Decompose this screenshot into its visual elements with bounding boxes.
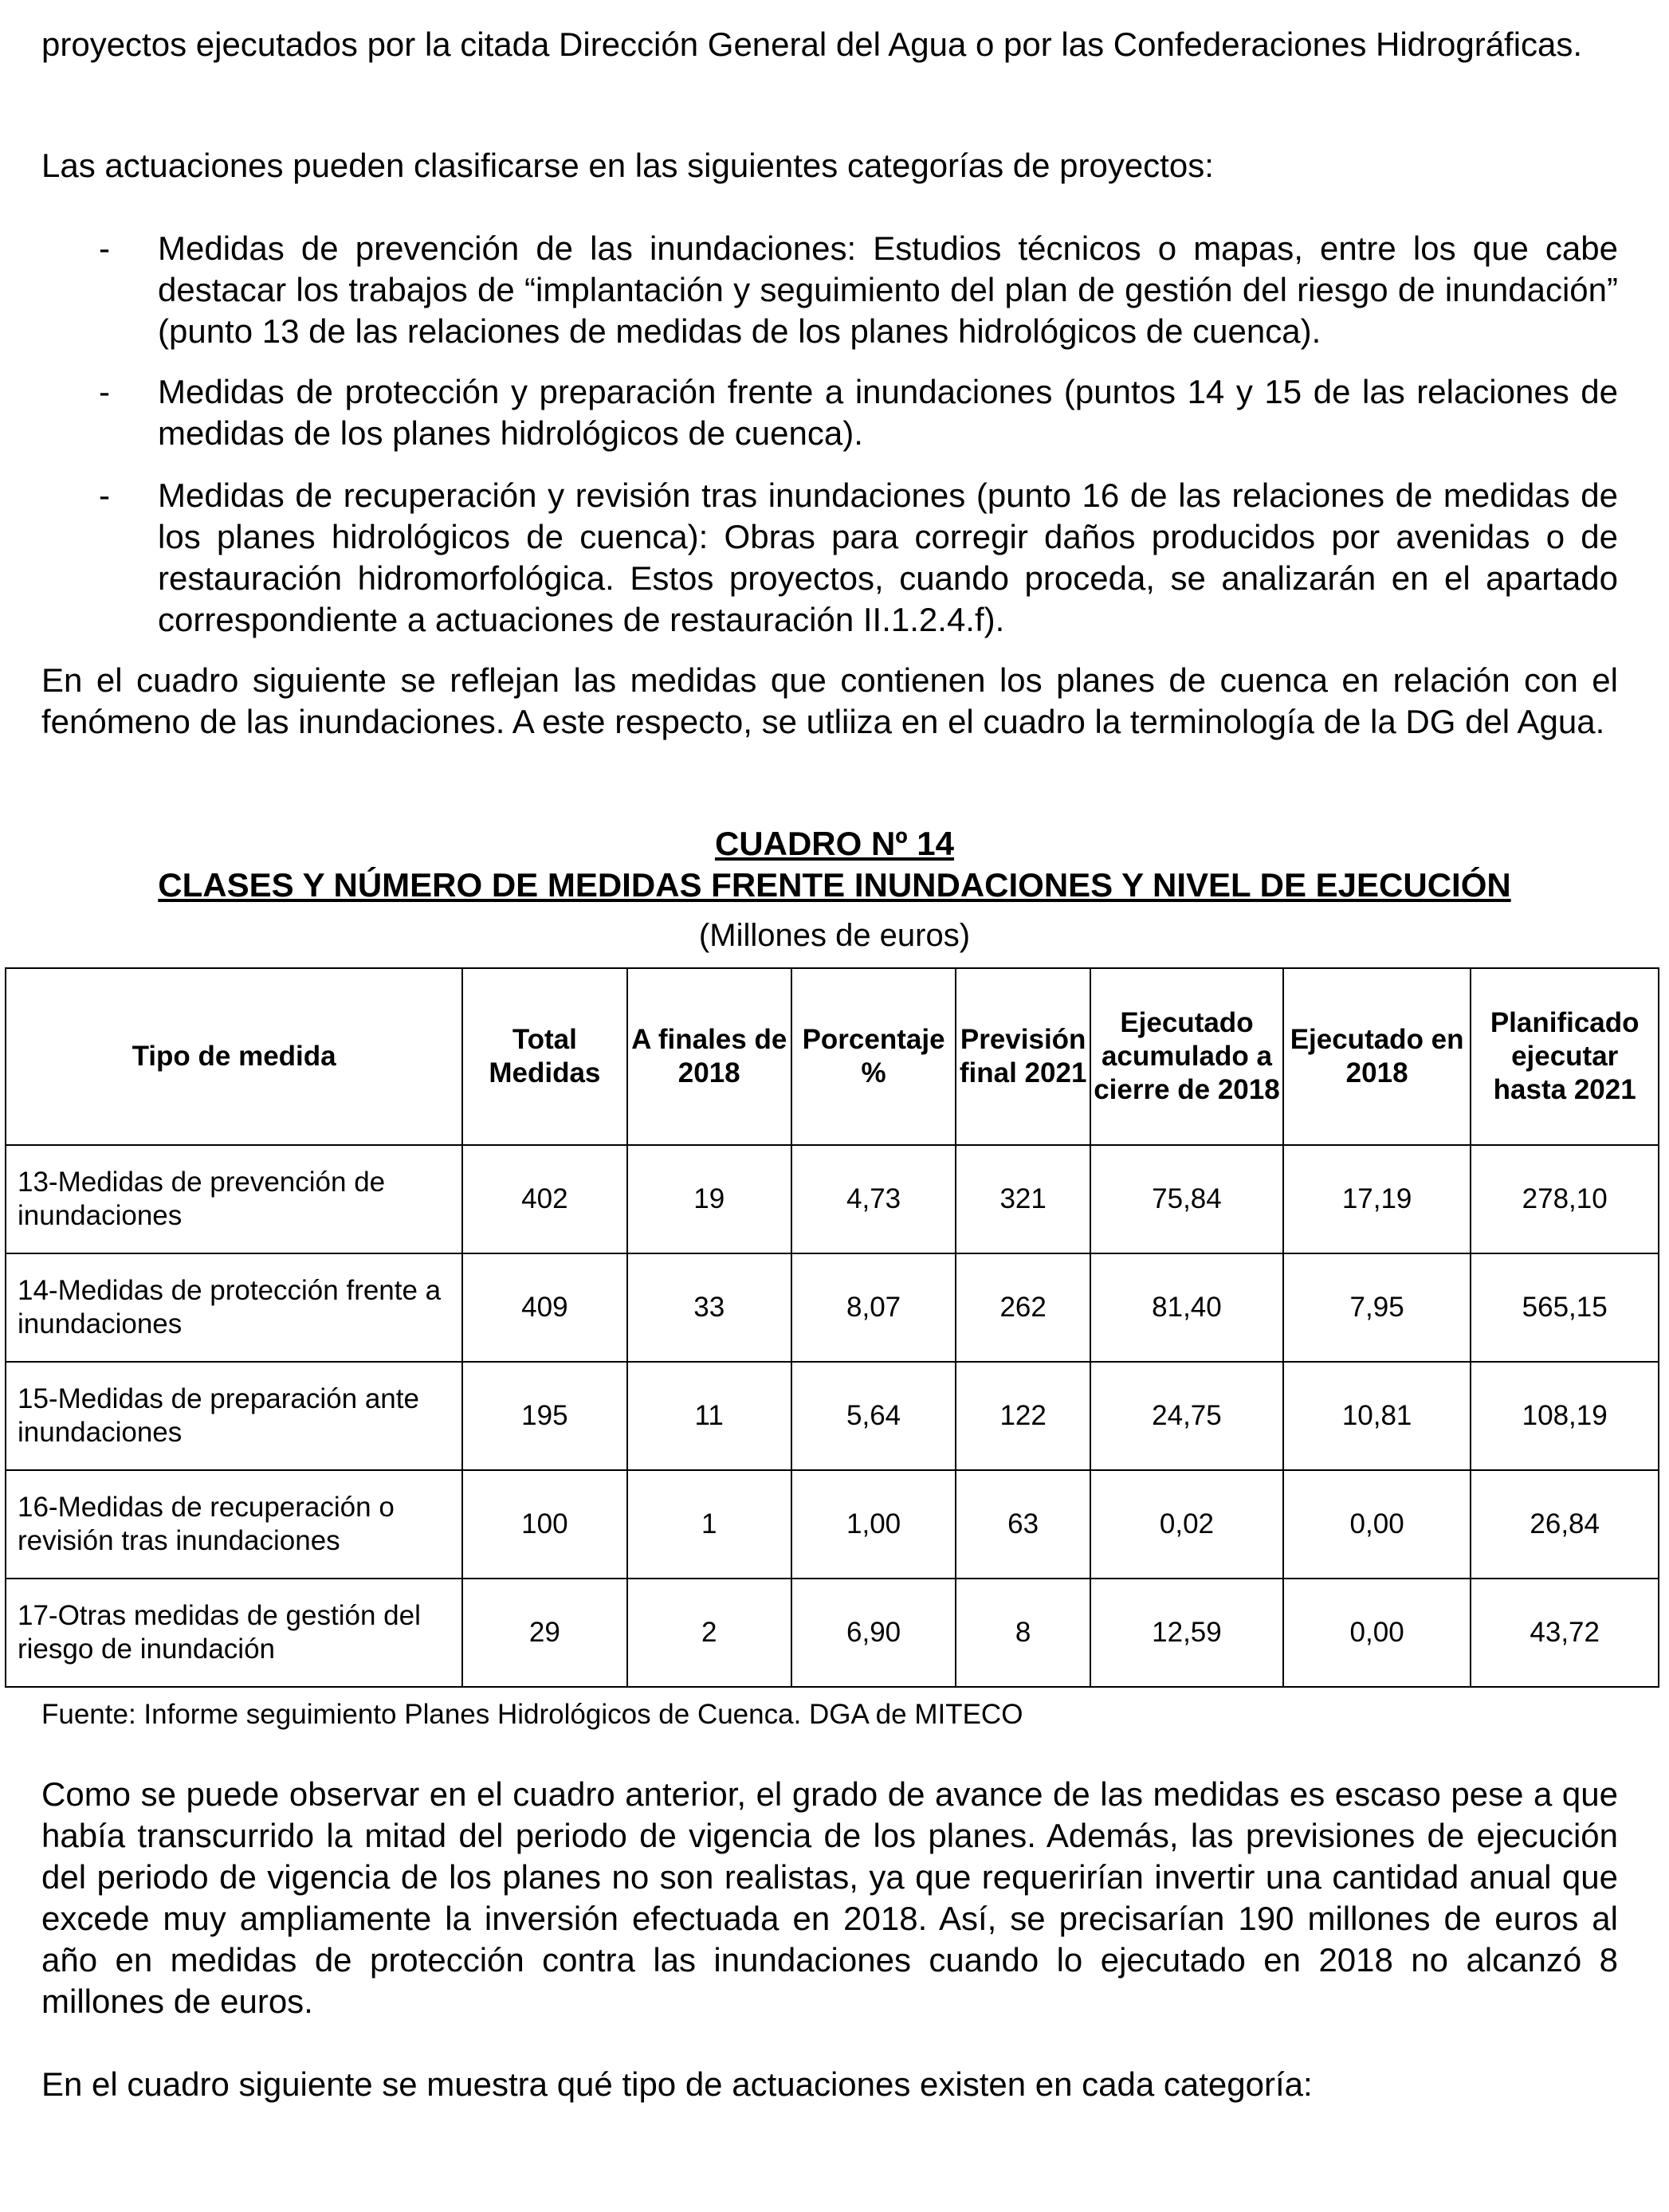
cell-total: 195 bbox=[462, 1362, 626, 1470]
cell-ejecutado-2018: 17,19 bbox=[1283, 1145, 1471, 1253]
cell-acumulado: 0,02 bbox=[1090, 1470, 1283, 1579]
paragraph-analysis: Como se puede observar en el cuadro anterior, el grado de avance de las medidas es escaso pese a que había transcurrido la mitad del periodo de vigencia de los planes. Además, las previsiones de ejecución del periodo de vigencia de los planes no son realistas, ya que requerirían invertir una cantidad anual que excede muy ampliamente la inversión efectuada en 2018. Así, se precisarían 190 millones de euros al año en medidas de protección contra las inundaciones cuando lo ejecutado en 2018 no alcanzó 8 millones de euros. bbox=[41, 1775, 1618, 2020]
bullet-item-prevention bbox=[41, 228, 1618, 352]
cuadro-unit: (Millones de euros) bbox=[698, 918, 971, 953]
cell-total: 100 bbox=[462, 1470, 626, 1579]
bullet-dash: - bbox=[99, 373, 110, 410]
bullet-dash: - bbox=[99, 229, 110, 267]
intro-paragraph-2: Las actuaciones pueden clasificarse en las siguientes categorías de proyectos: bbox=[41, 147, 1214, 184]
col-header-prevision: Previsión final 2021 bbox=[956, 968, 1090, 1145]
col-header-finales: A finales de 2018 bbox=[627, 968, 791, 1145]
paragraph-cuadro-intro: En el cuadro siguiente se reflejan las medidas que contienen los planes de cuenca en relación con el fenómeno de las inundaciones. A este respecto, se utliiza en el cuadro la terminología de la DG del Agua. bbox=[41, 661, 1618, 740]
bullet-text: Medidas de recuperación y revisión tras inundaciones (punto 16 de las relaciones de medidas de los planes hidrológicos de cuenca): Obras para corregir daños producidos por avenidas o de restauración hidromorfológica. Estos proyectos, cuando proceda, se analizarán en el apartado correspondiente a actuaciones de restauración II.1.2.4.f). bbox=[158, 477, 1618, 638]
cell-finales: 33 bbox=[627, 1253, 791, 1362]
cell-acumulado: 75,84 bbox=[1090, 1145, 1283, 1253]
cuadro-number: CUADRO Nº 14 bbox=[714, 825, 955, 862]
intro-paragraph-1: proyectos ejecutados por la citada Dirección General del Agua o por las Confederaciones Hidrográficas. bbox=[41, 25, 1583, 63]
cell-planificado: 26,84 bbox=[1471, 1470, 1659, 1579]
cell-tipo: 14-Medidas de protección frente a inundaciones bbox=[6, 1253, 462, 1362]
cell-total: 409 bbox=[462, 1253, 626, 1362]
col-header-total: Total Medidas bbox=[462, 968, 626, 1145]
cuadro-title: CLASES Y NÚMERO DE MEDIDAS FRENTE INUNDACIONES Y NIVEL DE EJECUCIÓN bbox=[158, 866, 1511, 904]
cell-tipo: 15-Medidas de preparación ante inundaciones bbox=[6, 1362, 462, 1470]
cell-ejecutado-2018: 0,00 bbox=[1283, 1470, 1471, 1579]
cell-total: 402 bbox=[462, 1145, 626, 1253]
cell-finales: 1 bbox=[627, 1470, 791, 1579]
cell-planificado: 565,15 bbox=[1471, 1253, 1659, 1362]
cell-prevision: 8 bbox=[956, 1579, 1090, 1687]
table-source-note: Fuente: Informe seguimiento Planes Hidrológicos de Cuenca. DGA de MITECO bbox=[41, 1699, 1023, 1730]
cell-finales: 11 bbox=[627, 1362, 791, 1470]
cell-tipo: 16-Medidas de recuperación o revisión tras inundaciones bbox=[6, 1470, 462, 1579]
cell-prevision: 321 bbox=[956, 1145, 1090, 1253]
cell-porcentaje: 8,07 bbox=[791, 1253, 956, 1362]
col-header-porcentaje: Porcentaje % bbox=[791, 968, 956, 1145]
bullet-dash: - bbox=[99, 477, 110, 514]
cell-planificado: 108,19 bbox=[1471, 1362, 1659, 1470]
paragraph-next-cuadro: En el cuadro siguiente se muestra qué tipo de actuaciones existen en cada categoría: bbox=[41, 2065, 1313, 2103]
cell-porcentaje: 5,64 bbox=[791, 1362, 956, 1470]
cell-prevision: 262 bbox=[956, 1253, 1090, 1362]
bullet-item-recovery bbox=[41, 475, 1618, 641]
cell-planificado: 43,72 bbox=[1471, 1579, 1659, 1687]
cell-prevision: 122 bbox=[956, 1362, 1090, 1470]
cell-ejecutado-2018: 10,81 bbox=[1283, 1362, 1471, 1470]
cell-tipo: 17-Otras medidas de gestión del riesgo de inundación bbox=[6, 1579, 462, 1687]
col-header-tipo: Tipo de medida bbox=[6, 968, 462, 1145]
table-row bbox=[6, 1470, 1659, 1579]
table-row bbox=[6, 1253, 1659, 1362]
col-header-planificado: Planificado ejecutar hasta 2021 bbox=[1471, 968, 1659, 1145]
measures-table bbox=[5, 967, 1659, 1688]
cell-porcentaje: 6,90 bbox=[791, 1579, 956, 1687]
table-header-row bbox=[6, 968, 1659, 1145]
cell-tipo: 13-Medidas de prevención de inundaciones bbox=[6, 1145, 462, 1253]
table-row bbox=[6, 1362, 1659, 1470]
cell-porcentaje: 4,73 bbox=[791, 1145, 956, 1253]
cell-acumulado: 24,75 bbox=[1090, 1362, 1283, 1470]
cell-finales: 2 bbox=[627, 1579, 791, 1687]
cell-acumulado: 12,59 bbox=[1090, 1579, 1283, 1687]
table-row bbox=[6, 1145, 1659, 1253]
cell-finales: 19 bbox=[627, 1145, 791, 1253]
col-header-acumulado: Ejecutado acumulado a cierre de 2018 bbox=[1090, 968, 1283, 1145]
table-row bbox=[6, 1579, 1659, 1687]
cell-ejecutado-2018: 7,95 bbox=[1283, 1253, 1471, 1362]
cell-acumulado: 81,40 bbox=[1090, 1253, 1283, 1362]
col-header-ejecutado-2018: Ejecutado en 2018 bbox=[1283, 968, 1471, 1145]
cell-prevision: 63 bbox=[956, 1470, 1090, 1579]
bullet-text: Medidas de protección y preparación frente a inundaciones (puntos 14 y 15 de las relaciones de medidas de los planes hidrológicos de cuenca). bbox=[158, 373, 1618, 452]
cell-total: 29 bbox=[462, 1579, 626, 1687]
cell-porcentaje: 1,00 bbox=[791, 1470, 956, 1579]
bullet-text: Medidas de prevención de las inundaciones: Estudios técnicos o mapas, entre los que cabe destacar los trabajos de “implantación y seguimiento del plan de gestión del riesgo de inundación” (punto 13 de las relaciones de medidas de los planes hidrológicos de cuenca). bbox=[158, 229, 1618, 350]
cell-planificado: 278,10 bbox=[1471, 1145, 1659, 1253]
cell-ejecutado-2018: 0,00 bbox=[1283, 1579, 1471, 1687]
bullet-item-protection bbox=[41, 371, 1618, 454]
